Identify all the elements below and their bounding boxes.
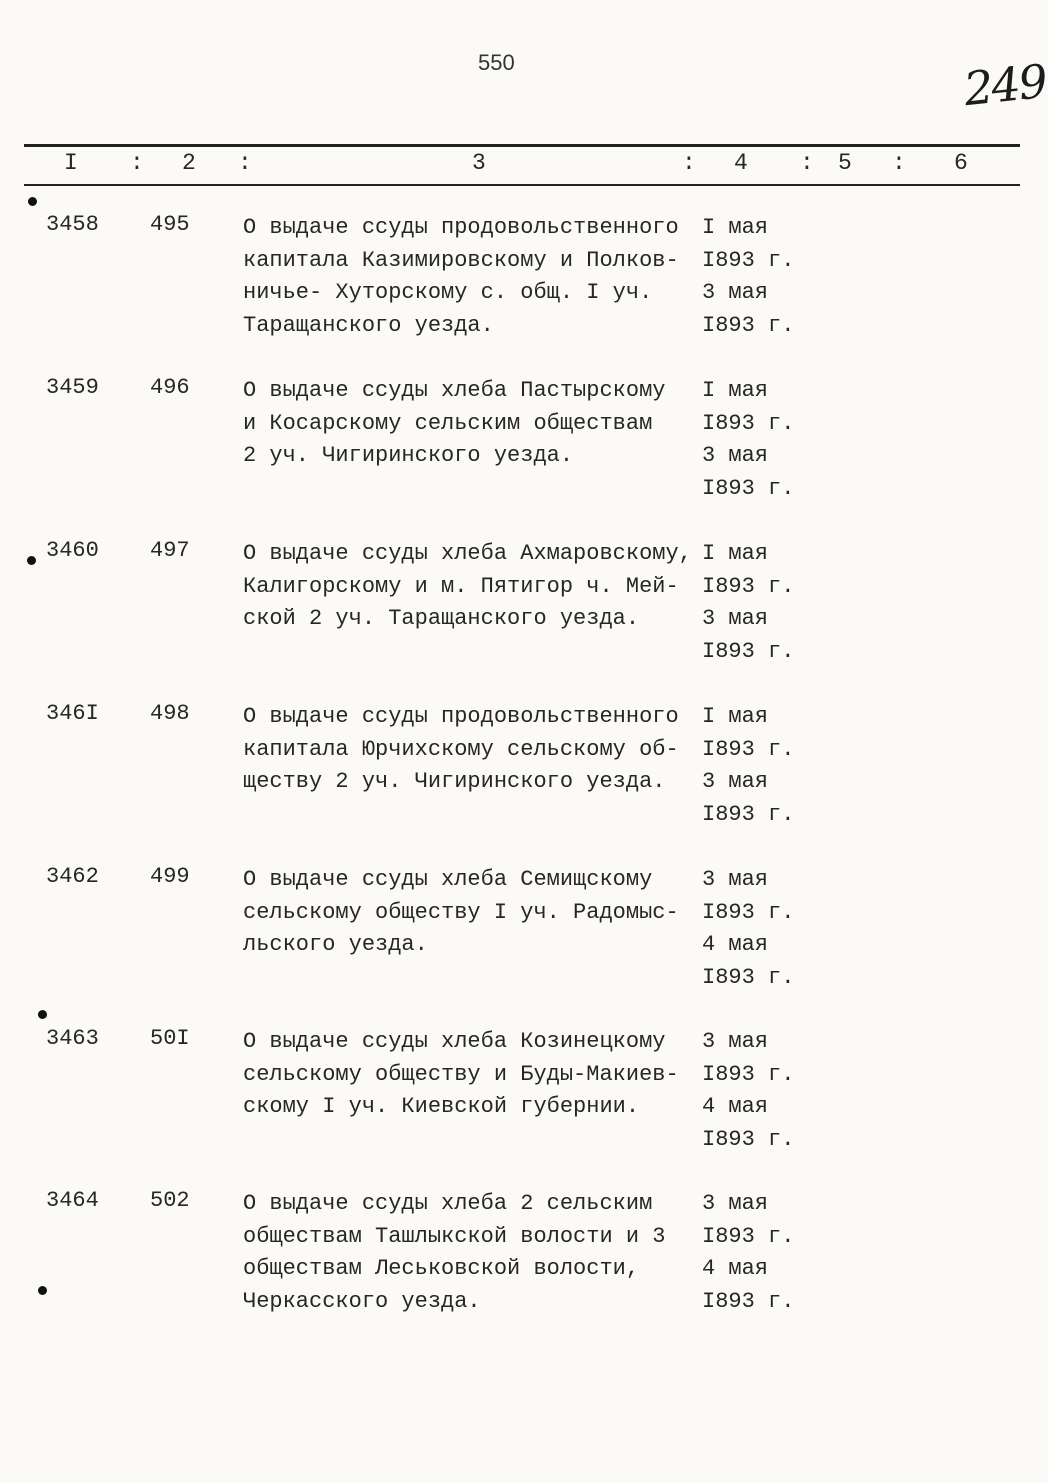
header-sep: : xyxy=(682,150,696,176)
case-date-line: I893 г. xyxy=(702,1061,795,1087)
case-date-line: I893 г. xyxy=(702,1126,795,1152)
case-number: 497 xyxy=(150,538,190,563)
case-title xyxy=(243,375,693,473)
header-sep: : xyxy=(892,150,906,176)
case-title-line: О выдаче ссуды хлеба Козинецкому xyxy=(243,1029,666,1054)
case-title-line: сельскому обществу и Буды-Макиев- xyxy=(243,1061,679,1087)
table-header-rule xyxy=(24,184,1020,186)
case-date-line: I893 г. xyxy=(702,410,795,436)
case-date-line: 3 мая xyxy=(702,769,769,795)
table-row xyxy=(0,212,1024,362)
case-date-line: I мая xyxy=(702,704,769,729)
table-row xyxy=(0,375,1024,525)
case-date-line: 4 мая xyxy=(702,1094,769,1120)
case-number: 50I xyxy=(150,1026,190,1051)
case-date-line: 3 мая xyxy=(702,443,769,469)
case-date-line: I мая xyxy=(702,378,769,403)
header-sep: : xyxy=(800,150,814,176)
case-title-line: и Косарскому сельским обществам xyxy=(243,410,653,436)
case-date-line: 3 мая xyxy=(702,606,769,632)
record-number: 3463 xyxy=(46,1026,99,1051)
case-title-line: ничье- Хуторскому с. общ. I уч. xyxy=(243,280,653,306)
case-title-line: О выдаче ссуды хлеба Пастырскому xyxy=(243,378,666,403)
punch-hole-mark xyxy=(38,1010,47,1019)
case-date-line: 3 мая xyxy=(702,1029,769,1054)
case-number: 496 xyxy=(150,375,190,400)
case-date-line: I893 г. xyxy=(702,475,795,501)
record-number: 3462 xyxy=(46,864,99,889)
case-date-line: I893 г. xyxy=(702,312,795,338)
record-number: 346I xyxy=(46,701,99,726)
record-number: 3459 xyxy=(46,375,99,400)
header-col4: 4 xyxy=(734,150,748,176)
case-date-line: I893 г. xyxy=(702,247,795,273)
record-number: 3460 xyxy=(46,538,99,563)
case-date-line: 3 мая xyxy=(702,280,769,306)
case-date-line: I893 г. xyxy=(702,736,795,762)
page-number: 550 xyxy=(478,50,515,75)
case-title-line: льского уезда. xyxy=(243,932,428,958)
case-title-line: Черкасского уезда. xyxy=(243,1288,481,1314)
case-title-line: О выдаче ссуды продовольственного xyxy=(243,215,679,240)
header-col1: I xyxy=(64,150,78,176)
record-number: 3464 xyxy=(46,1188,99,1213)
table-row xyxy=(0,701,1024,851)
punch-hole-mark xyxy=(38,1286,47,1295)
case-title xyxy=(243,212,693,342)
case-date-line: I893 г. xyxy=(702,899,795,925)
case-dates xyxy=(702,212,812,342)
case-number: 502 xyxy=(150,1188,190,1213)
case-dates xyxy=(702,701,812,831)
case-date-line: I893 г. xyxy=(702,1223,795,1249)
case-date-line: 4 мая xyxy=(702,1256,769,1282)
case-date-line: 3 мая xyxy=(702,867,769,892)
case-date-line: I893 г. xyxy=(702,964,795,990)
header-sep: : xyxy=(130,150,144,176)
case-title-line: ской 2 уч. Таращанского уезда. xyxy=(243,606,640,632)
header-col6: 6 xyxy=(954,150,968,176)
punch-hole-mark xyxy=(28,197,37,206)
case-date-line: I мая xyxy=(702,541,769,566)
case-date-line: I893 г. xyxy=(702,801,795,827)
case-title xyxy=(243,864,693,962)
case-date-line: I893 г. xyxy=(702,573,795,599)
punch-hole-mark xyxy=(27,556,36,565)
case-date-line: I893 г. xyxy=(702,638,795,664)
case-title xyxy=(243,701,693,799)
handwritten-sheet-number: 249 xyxy=(961,53,1048,117)
header-col2: 2 xyxy=(182,150,196,176)
case-number: 498 xyxy=(150,701,190,726)
case-title-line: скому I уч. Киевской губернии. xyxy=(243,1094,640,1120)
case-title-line: О выдаче ссуды продовольственного xyxy=(243,704,679,729)
case-dates xyxy=(702,375,812,505)
case-title-line: О выдаче ссуды хлеба Ахмаровскому, xyxy=(243,541,692,566)
case-title-line: капитала Юрчихскому сельскому об- xyxy=(243,736,679,762)
table-row xyxy=(0,1026,1024,1176)
case-dates xyxy=(702,864,812,994)
case-title-line: О выдаче ссуды хлеба Семищскому xyxy=(243,867,653,892)
case-title-line: ществу 2 уч. Чигиринского уезда. xyxy=(243,769,666,795)
header-sep: : xyxy=(238,150,252,176)
case-date-line: 3 мая xyxy=(702,1191,769,1216)
header-col3: 3 xyxy=(472,150,486,176)
case-title xyxy=(243,538,693,636)
case-title-line: сельскому обществу I уч. Радомыс- xyxy=(243,899,679,925)
case-number: 499 xyxy=(150,864,190,889)
case-title-line: О выдаче ссуды хлеба 2 сельским xyxy=(243,1191,653,1216)
table-row xyxy=(0,1188,1024,1338)
case-title-line: 2 уч. Чигиринского уезда. xyxy=(243,443,574,469)
table-row xyxy=(0,864,1024,1014)
case-title xyxy=(243,1188,693,1318)
case-dates xyxy=(702,1188,812,1318)
case-title-line: обществам Ташлыкской волости и 3 xyxy=(243,1223,666,1249)
header-col5: 5 xyxy=(838,150,852,176)
case-date-line: I мая xyxy=(702,215,769,240)
case-date-line: 4 мая xyxy=(702,932,769,958)
case-title-line: Таращанского уезда. xyxy=(243,312,494,338)
record-number: 3458 xyxy=(46,212,99,237)
case-date-line: I893 г. xyxy=(702,1288,795,1314)
case-title-line: капитала Казимировскому и Полков- xyxy=(243,247,679,273)
case-dates xyxy=(702,1026,812,1156)
case-title-line: Калигорскому и м. Пятигор ч. Мей- xyxy=(243,573,679,599)
table-header xyxy=(0,150,1024,180)
case-dates xyxy=(702,538,812,668)
table-row xyxy=(0,538,1024,688)
case-number: 495 xyxy=(150,212,190,237)
table-top-rule xyxy=(24,144,1020,147)
case-title xyxy=(243,1026,693,1124)
case-title-line: обществам Леськовской волости, xyxy=(243,1256,640,1282)
